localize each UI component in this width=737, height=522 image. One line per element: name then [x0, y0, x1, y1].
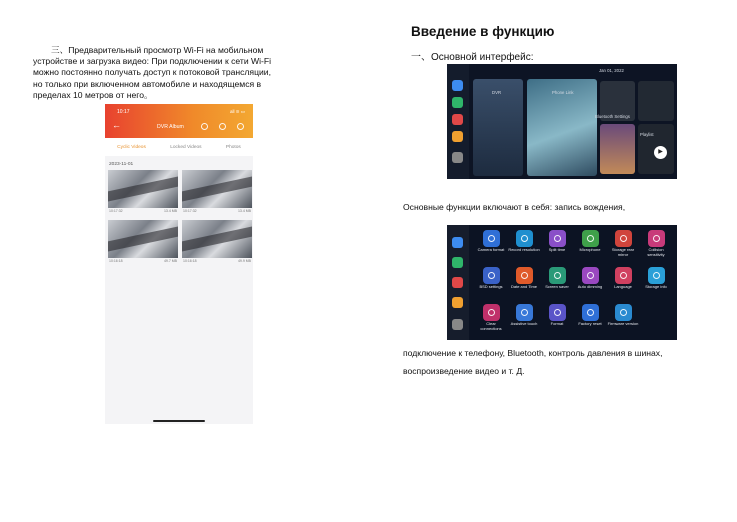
- video-item[interactable]: [182, 170, 252, 216]
- media-icon[interactable]: [452, 297, 463, 308]
- settings-icon[interactable]: [452, 152, 463, 163]
- home-icon[interactable]: [452, 237, 463, 248]
- function-label: Format: [550, 321, 564, 326]
- function-item[interactable]: [508, 304, 540, 337]
- video-thumbnail[interactable]: [182, 170, 252, 208]
- video-item[interactable]: [182, 220, 252, 266]
- play-icon[interactable]: ▶: [654, 146, 667, 159]
- function-item[interactable]: [475, 304, 507, 337]
- section-title: Введение в функцию: [411, 24, 555, 39]
- function-label: Screen saver: [545, 284, 569, 289]
- home-icon[interactable]: [452, 80, 463, 91]
- camera-icon[interactable]: [452, 277, 463, 288]
- function-icon[interactable]: [648, 267, 665, 284]
- video-size: 13.4 MB: [163, 209, 177, 213]
- side-dock: [447, 64, 469, 179]
- screen-date: Jan 01, 2022: [599, 68, 624, 73]
- function-icon[interactable]: [516, 267, 533, 284]
- function-label: Language: [614, 284, 632, 289]
- video-time: 10:16:18: [109, 259, 123, 263]
- function-icon[interactable]: [483, 267, 500, 284]
- video-thumbnail[interactable]: [108, 170, 178, 208]
- playlist-tile[interactable]: [600, 124, 635, 174]
- phone-status: all ≋ ▭: [229, 109, 245, 114]
- section-subtitle: 一、Основной интерфейс:: [411, 52, 534, 63]
- phone-app-screenshot: [105, 104, 253, 424]
- video-time: 10:17:32: [183, 209, 197, 213]
- preview-paragraph: [33, 45, 323, 101]
- video-thumbnail[interactable]: [182, 220, 252, 258]
- functions-screenshot: [447, 225, 677, 340]
- video-thumbnail[interactable]: [108, 220, 178, 258]
- function-label: Record resolution: [508, 247, 540, 252]
- function-item[interactable]: [541, 304, 573, 337]
- function-item[interactable]: [508, 267, 540, 300]
- function-icon[interactable]: [516, 304, 533, 321]
- tab-photos[interactable]: Photos: [225, 144, 241, 150]
- tile-label: Playlist: [640, 132, 654, 137]
- function-icon[interactable]: [549, 304, 566, 321]
- video-size: 49.7 MB: [163, 259, 177, 263]
- function-item[interactable]: [607, 304, 639, 337]
- tile-label: DVR: [492, 90, 502, 95]
- caption-main-functions: Основные функции включают в себя: запись вождения,: [403, 202, 626, 212]
- function-label: Storage info: [645, 284, 667, 289]
- caption-line: воспроизведение видео и т. Д.: [403, 366, 525, 376]
- function-icon[interactable]: [549, 267, 566, 284]
- video-item[interactable]: [108, 170, 178, 216]
- back-arrow-icon[interactable]: ←: [112, 120, 121, 130]
- tire-pressure-tile[interactable]: [638, 81, 674, 121]
- media-icon[interactable]: [452, 131, 463, 142]
- function-label: Split time: [548, 247, 566, 252]
- function-icon[interactable]: [648, 230, 665, 247]
- function-item[interactable]: [607, 230, 639, 263]
- video-size: 49.9 MB: [237, 259, 251, 263]
- function-item[interactable]: [640, 230, 672, 263]
- function-icon[interactable]: [483, 230, 500, 247]
- paragraph-line: можно постоянно получать доступ к потоковой трансляции,: [33, 67, 271, 78]
- function-item[interactable]: [574, 230, 606, 263]
- function-label: Date and Time: [510, 284, 537, 289]
- function-icon[interactable]: [549, 230, 566, 247]
- caption-more-functions: [403, 344, 723, 380]
- album-date: 2023-11-01: [109, 162, 134, 167]
- edit-icon[interactable]: [219, 123, 226, 130]
- function-icon[interactable]: [483, 304, 500, 321]
- function-label: Camera format: [477, 247, 505, 252]
- paragraph-line: 三、Предварительный просмотр Wi-Fi на мобильном: [51, 45, 264, 55]
- phone-icon[interactable]: [452, 257, 463, 268]
- function-icon[interactable]: [615, 267, 632, 284]
- tile-label: Phone Link: [552, 90, 574, 95]
- function-label: Collision sensitivity: [647, 247, 665, 257]
- settings-icon[interactable]: [452, 319, 463, 330]
- settings-icon[interactable]: [237, 123, 244, 130]
- video-size: 13.4 MB: [237, 209, 251, 213]
- home-indicator: [153, 420, 205, 422]
- function-grid: [475, 230, 675, 337]
- main-interface-screenshot: [447, 64, 677, 179]
- function-icon[interactable]: [615, 230, 632, 247]
- side-dock: [447, 225, 469, 340]
- phone-time: 10:17: [117, 109, 130, 115]
- album-tabs: [105, 138, 253, 156]
- function-item[interactable]: [541, 267, 573, 300]
- function-label: Microphone: [579, 247, 601, 252]
- caption-line: подключение к телефону, Bluetooth, контроль давления в шинах,: [403, 348, 663, 358]
- function-icon[interactable]: [516, 230, 533, 247]
- paragraph-line: но только при включенном автомобиле и находящемся в: [33, 78, 262, 89]
- function-icon[interactable]: [582, 304, 599, 321]
- phone-icon[interactable]: [452, 97, 463, 108]
- tab-cyclic-videos[interactable]: Cyclic Videos: [117, 144, 146, 150]
- function-item[interactable]: [574, 267, 606, 300]
- function-item[interactable]: [607, 267, 639, 300]
- function-item[interactable]: [640, 267, 672, 300]
- phone-header: [105, 104, 253, 138]
- function-label: Firmware version: [607, 321, 639, 326]
- album-title: DVR Album: [157, 124, 184, 130]
- video-time: 10:17:32: [109, 209, 123, 213]
- function-label: Factory reset: [578, 321, 602, 326]
- function-label: Clear connections: [480, 321, 502, 331]
- tab-locked-videos[interactable]: Locked Videos: [170, 144, 202, 150]
- function-icon[interactable]: [615, 304, 632, 321]
- download-icon[interactable]: [201, 123, 208, 130]
- function-icon[interactable]: [582, 267, 599, 284]
- function-label: Assistive touch: [510, 321, 538, 326]
- function-item[interactable]: [541, 230, 573, 263]
- tile-label: Bluetooth Settings: [595, 114, 630, 119]
- function-icon[interactable]: [582, 230, 599, 247]
- camera-icon[interactable]: [452, 114, 463, 125]
- paragraph-line: устройстве и загрузка видео: При подключении к сети Wi-Fi: [33, 56, 272, 67]
- function-item[interactable]: [574, 304, 606, 337]
- function-label: Storage rear mirror: [611, 247, 635, 257]
- video-time: 10:16:18: [183, 259, 197, 263]
- function-item[interactable]: [508, 230, 540, 263]
- video-grid: [105, 167, 253, 266]
- function-label: BSD settings: [479, 284, 503, 289]
- video-item[interactable]: [108, 220, 178, 266]
- function-label: Auto dimming: [577, 284, 603, 289]
- function-item[interactable]: [475, 230, 507, 263]
- function-item[interactable]: [475, 267, 507, 300]
- paragraph-line: пределах 10 метров от него。: [33, 89, 153, 100]
